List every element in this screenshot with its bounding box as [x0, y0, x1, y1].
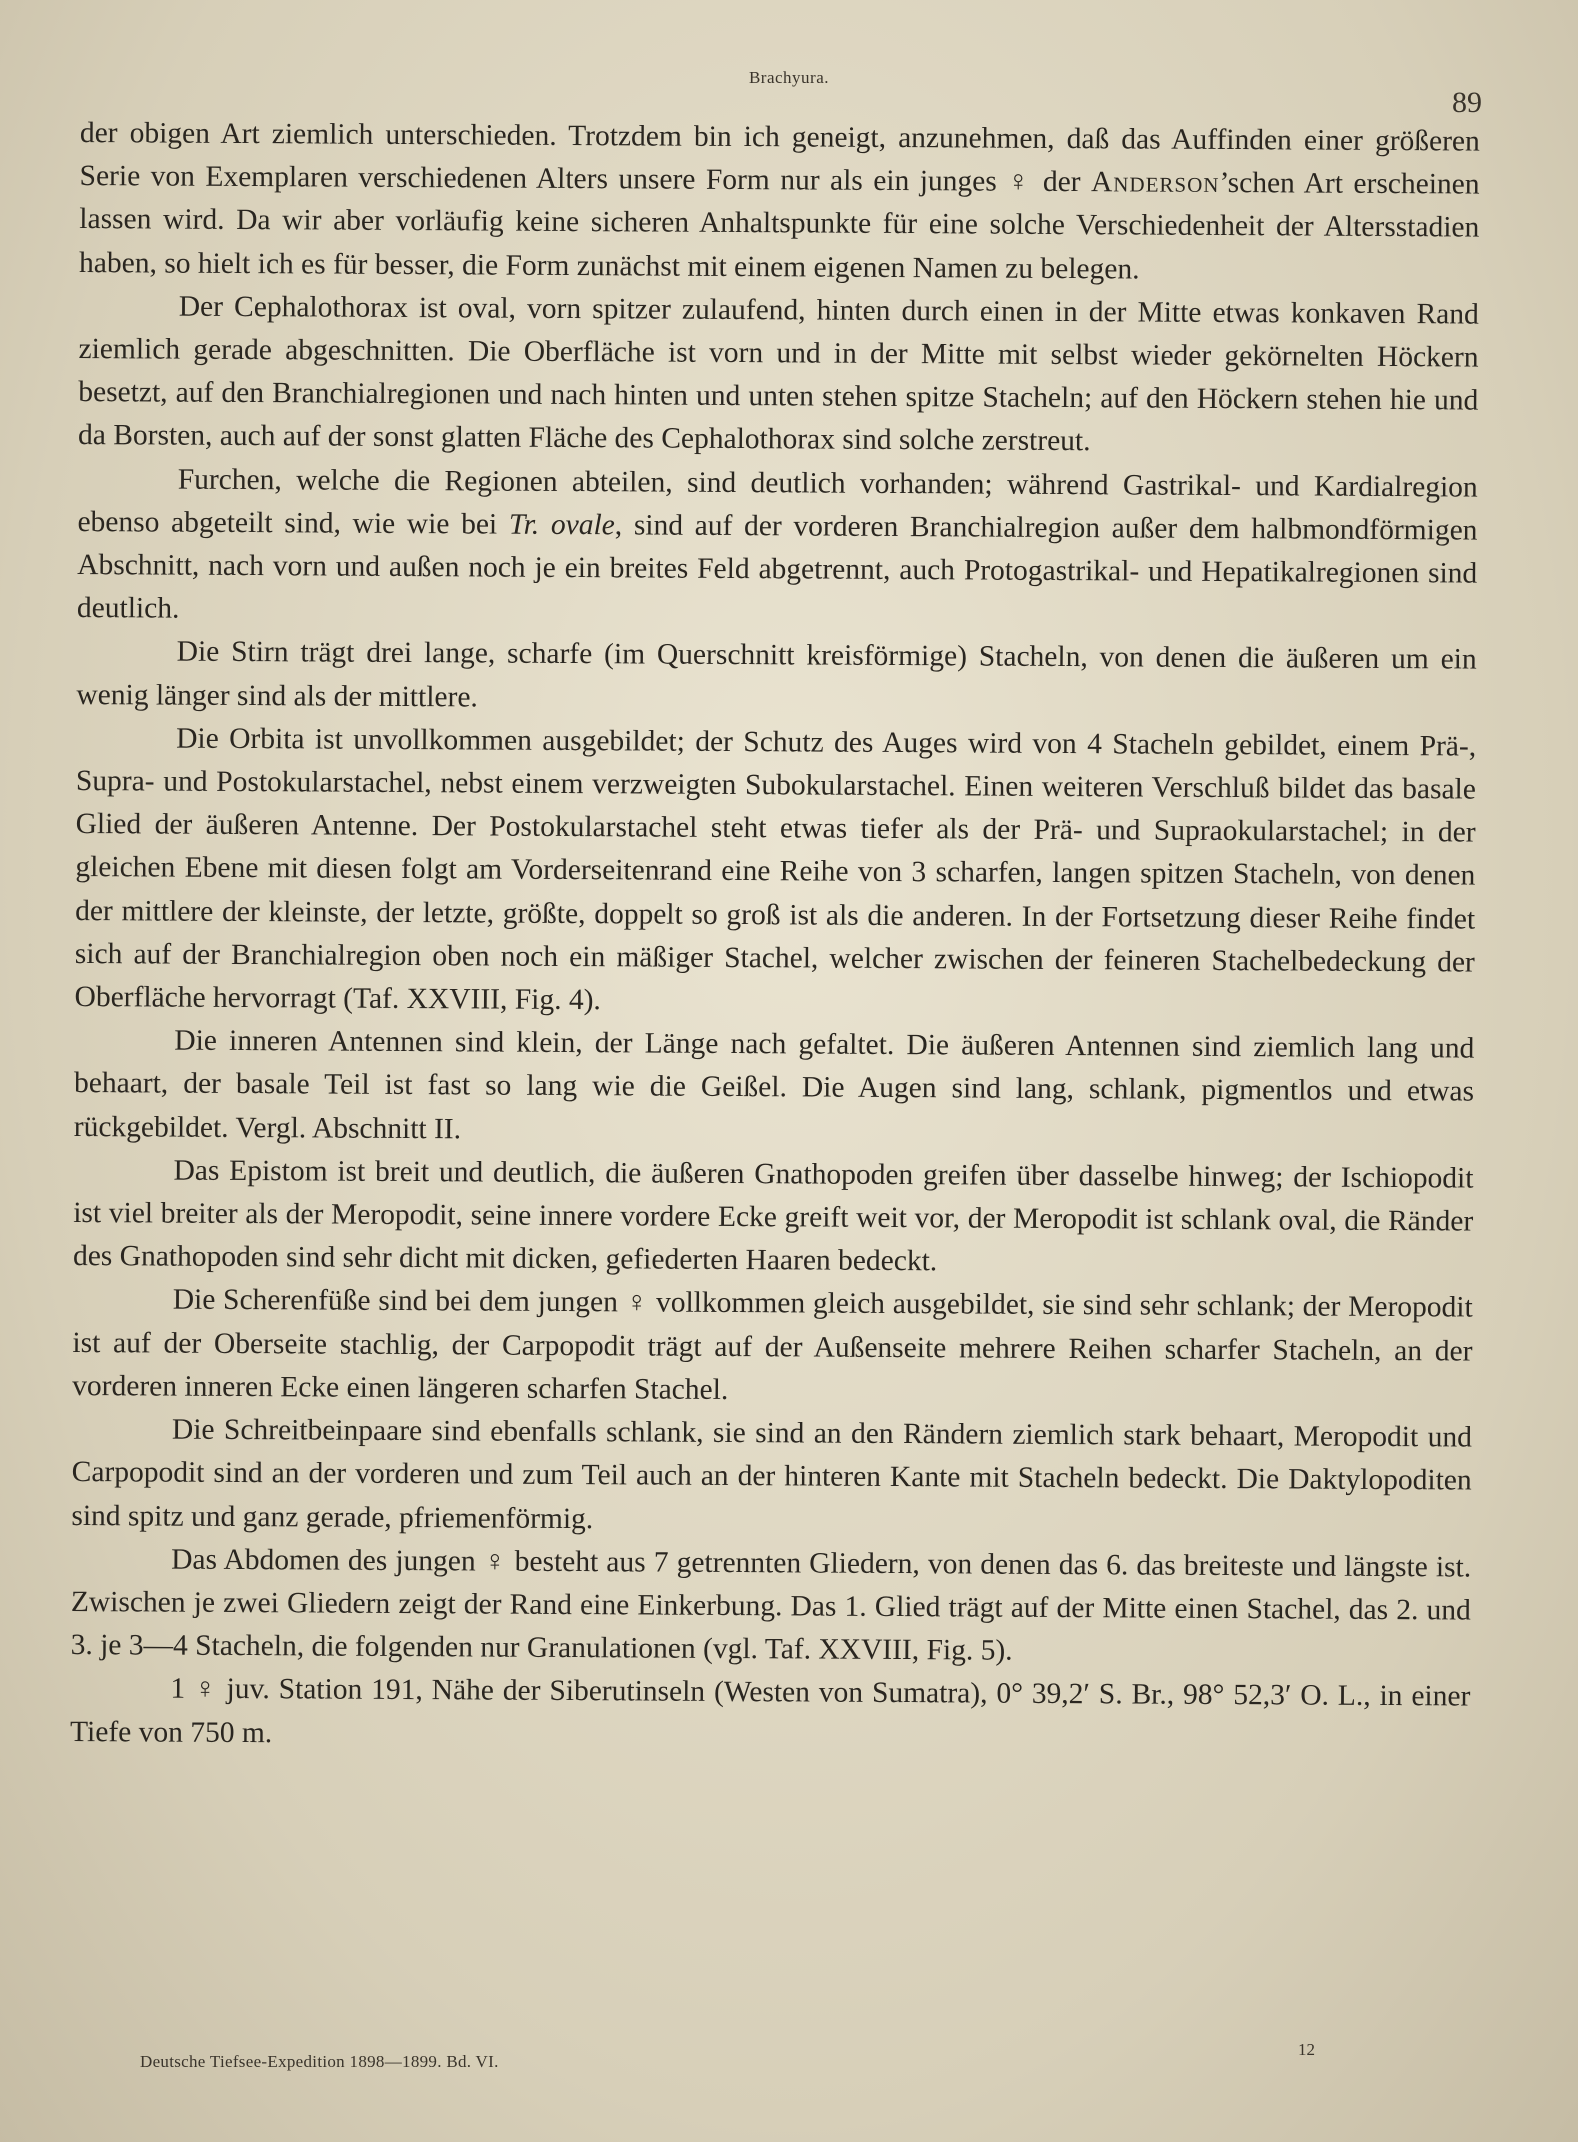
paragraph — [70, 1538, 1471, 1676]
paragraph — [79, 112, 1480, 293]
paragraph — [70, 1667, 1471, 1762]
running-title: Brachyura. — [748, 68, 830, 87]
text-run: Furchen, welche die Regionen abteilen, sind deutlich vorhanden; während Gastrikal- und Kardialregion ebenso abgeteilt sind, wie wie bei — [77, 463, 1478, 541]
italic-term: Tr. ovale — [508, 508, 615, 542]
page-number: 89 — [1452, 86, 1482, 119]
paragraph — [73, 1149, 1474, 1287]
paragraph — [72, 1278, 1473, 1416]
text-run: Die Orbita ist unvollkommen ausgebildet; der Schutz des Auges wird von 4 Stacheln gebildet, einem Prä-, Supra- und Postokularstachel, nebst einem verzweigten Subokularstachel. Einen weiteren Verschluß bildet das basale Glied der äußeren Antenne. Der Postokularstachel steht etwas tiefer als der Prä- und Supraokularstachel; in der gleichen Ebene mit diesen folgt am Vorderseitenrand eine Reihe von 3 scharfen, langen spitzen Stacheln, von denen der mittlere der kleinste, der letzte, größte, doppelt so groß ist als die anderen. In der Fortsetzung dieser Reihe findet sich auf der Branchialregion oben noch ein mäßiger Stachel, welcher zwischen der feineren Stachelbedeckung der Oberfläche hervorragt (Taf. XXVIII, Fig. 4). — [74, 722, 1477, 1017]
paragraph — [76, 630, 1477, 725]
text-run: Das Abdomen des jungen ♀ besteht aus 7 getrennten Gliedern, von denen das 6. das breiteste und längste ist. Zwischen je zwei Gliedern zeigt der Rand eine Einkerbung. Das 1. Glied trägt auf der Mitte einen Stachel, das 2. und 3. je 3—4 Stacheln, die folgenden nur Granulationen (vgl. Taf. XXVIII, Fig. 5). — [70, 1543, 1472, 1667]
text-run: der obigen Art ziemlich unterschieden. Trotzdem bin ich geneigt, anzunehmen, daß das Auffinden einer größeren Serie von Exemplaren verschiedenen Alters unsere Form nur als ein junges ♀ der — [79, 116, 1480, 199]
text-run: Die Scherenfüße sind bei dem jungen ♀ vollkommen gleich ausgebildet, sie sind sehr schlank; der Meropodit ist auf der Oberseite stachlig, der Carpopodit trägt auf der Außenseite mehrere Reihen scharfer Stacheln, an der vorderen inneren Ecke einen längeren scharfen Stachel. — [72, 1284, 1473, 1406]
paragraph — [74, 717, 1476, 1028]
text-run: ’schen Art erscheinen lassen wird. Da wir aber vorläufig keine sicheren Anhaltspunkte für eine solche Verschiedenheit der Altersstadien haben, so hielt ich es für besser, die Form zunächst mit einem eigenen Namen zu belegen. — [78, 167, 1480, 286]
paragraph — [71, 1408, 1472, 1546]
series-footer: Deutsche Tiefsee-Expedition 1898—1899. Bd. VI. — [140, 2052, 499, 2071]
author-name: Anderson — [1090, 166, 1220, 200]
text-run: Die Stirn trägt drei lange, scharfe (im Querschnitt kreisförmige) Stacheln, von denen die äußeren um ein wenig länger sind als der mittlere. — [76, 636, 1477, 714]
text-run: Die inneren Antennen sind klein, der Länge nach gefaltet. Die äußeren Antennen sind ziemlich lang und behaart, der basale Teil ist fast so lang wie die Geißel. Die Augen sind lang, schlank, pigmentlos und etwas rückgebildet. Vergl. Abschnitt II. — [73, 1024, 1475, 1146]
text-run: , sind auf der vorderen Branchialregion außer dem halbmondförmigen Abschnitt, nach vorn und außen noch je ein breites Feld abgetrennt, auch Protogastrikal- und Hepatikalregionen sind deutlich. — [76, 509, 1478, 625]
paragraph — [74, 1019, 1475, 1157]
text-run: Der Cephalothorax ist oval, vorn spitzer zulaufend, hinten durch einen in der Mitte etwas konkaven Rand ziemlich gerade abgeschnitten. Die Oberfläche ist vorn und in der Mitte mit selbst wieder gekörnelten Höckern besetzt, auf den Branchialregionen und nach hinten und unten stehen spitze Stacheln; auf den Höckern stehen hie und da Borsten, auch auf der sonst glatten Fläche des Cephalothorax sind solche zerstreut. — [77, 290, 1479, 458]
sheet-signature: 12 — [1298, 2040, 1315, 2059]
paragraph — [78, 285, 1479, 466]
body-text — [70, 112, 1480, 1762]
paragraph — [77, 458, 1478, 639]
text-run: 1 ♀ juv. Station 191, Nähe der Siberutinseln (Westen von Sumatra), 0° 39,2′ S. Br., 98° 52,3′ O. L., in einer Tiefe von 750 m. — [70, 1672, 1471, 1749]
text-run: Das Epistom ist breit und deutlich, die äußeren Gnathopoden greifen über dasselbe hinweg; der Ischiopodit ist viel breiter als der Meropodit, seine innere vordere Ecke greift weit vor, der Meropodit ist schlank oval, die Ränder des Gnathopoden sind sehr dicht mit dicken, gefiederten Haaren bedeckt. — [72, 1154, 1474, 1278]
text-run: Die Schreitbeinpaare sind ebenfalls schlank, sie sind an den Rändern ziemlich stark behaart, Meropodit und Carpopodit sind an der vorderen und zum Teil auch an der hinteren Kante mit Stacheln bedeckt. Die Daktylopoditen sind spitz und ganz gerade, pfriemenförmig. — [71, 1413, 1473, 1535]
